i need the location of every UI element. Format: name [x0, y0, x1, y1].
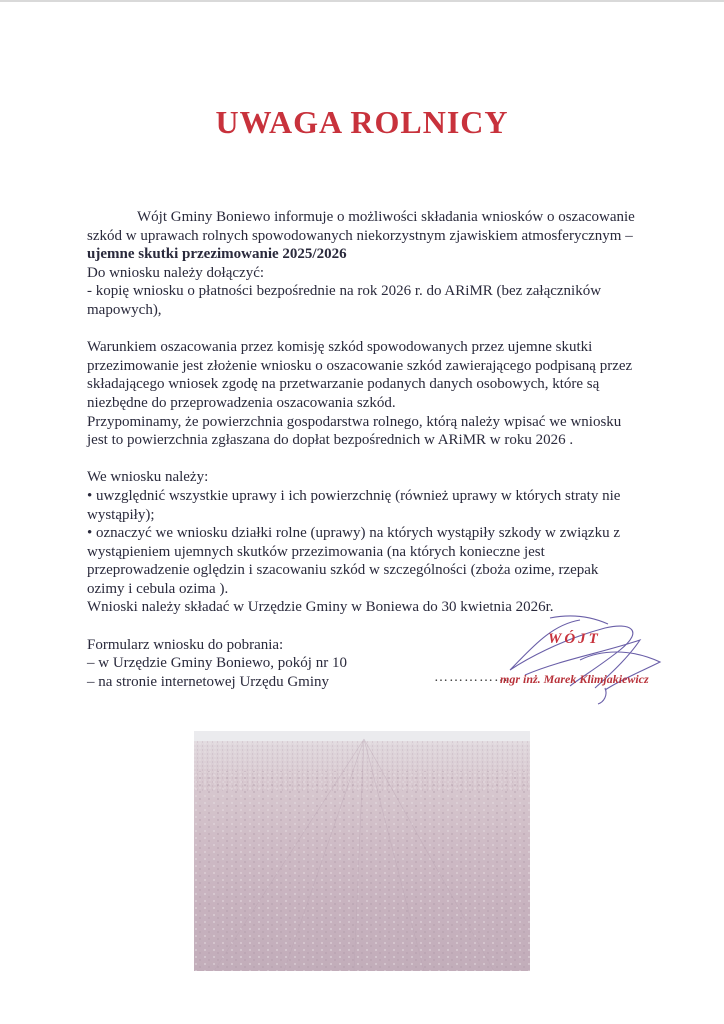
forms-item: – na stronie internetowej Urzędu Gminy [87, 673, 330, 690]
forms-item: – w Urzędzie Gminy Boniewo, pokój nr 10 [87, 655, 347, 672]
steps-header: We wniosku należy: [87, 469, 209, 486]
forms-header: Formularz wniosku do pobrania: [87, 636, 284, 653]
stamp-name: mgr inż. Marek Klimjakiewicz [500, 672, 649, 686]
signature-block [430, 600, 670, 710]
field-photo [194, 731, 530, 971]
reminder-paragraph: Przypominamy, że powierzchnia gospodarstwa rolnego, którą należy wpisać we wniosku jest to powierzchnia zgłaszana do dopłat bezpośrednich w ARiMR w roku 2026 . [87, 413, 622, 449]
attach-header: Do wniosku należy dołączyć: [87, 264, 265, 281]
attach-item: - kopię wniosku o płatności bezpośrednie na rok 2026 r. do ARiMR (bez załączników mapowych), [87, 283, 602, 318]
page-title: UWAGA ROLNICY [215, 104, 509, 140]
intro-paragraph [87, 208, 639, 264]
stamp-title: WÓJT [548, 631, 601, 647]
intro-bold-text: ujemne skutki przezimowanie 2025/2026 [87, 246, 347, 263]
signature-dots: …………… [434, 670, 509, 685]
scan-top-edge [0, 0, 724, 2]
step-item: • oznaczyć we wniosku działki rolne (uprawy) na których wystąpiły szkody w związku z wystąpieniem ujemnych skutków przezimowania (na których konieczne jest przeprowadzenie oględzin i szacowaniu szkód w szczególności (zboża ozime, rzepak ozimy i cebula ozima ). [87, 525, 620, 597]
field-photo-image [194, 731, 530, 971]
deadline-paragraph: Wnioski należy składać w Urzędzie Gminy w Boniewa do 30 kwietnia 2026r. [87, 599, 554, 616]
conditions-paragraph: Warunkiem oszacowania przez komisję szkód spowodowanych przez ujemne skutki przezimowanie jest złożenie wniosku o oszacowanie szkód zawierającego podpisaną przez składającego wniosek zgodę na przetwarzanie podanych danych osobowych, które są niezbędne do przeprowadzenia oszacowania szkód. [87, 339, 633, 411]
step-item: • uwzględnić wszystkie uprawy i ich powierzchnię (również uprawy w których straty nie wystąpiły); [87, 487, 621, 523]
handwritten-signature-icon [430, 600, 670, 710]
intro-text: Wójt Gminy Boniewo informuje o możliwości składania wniosków o oszacowanie szkód w uprawach rolnych spowodowanych niekorzystnym zjawiskiem atmosferycznym – [87, 209, 635, 244]
